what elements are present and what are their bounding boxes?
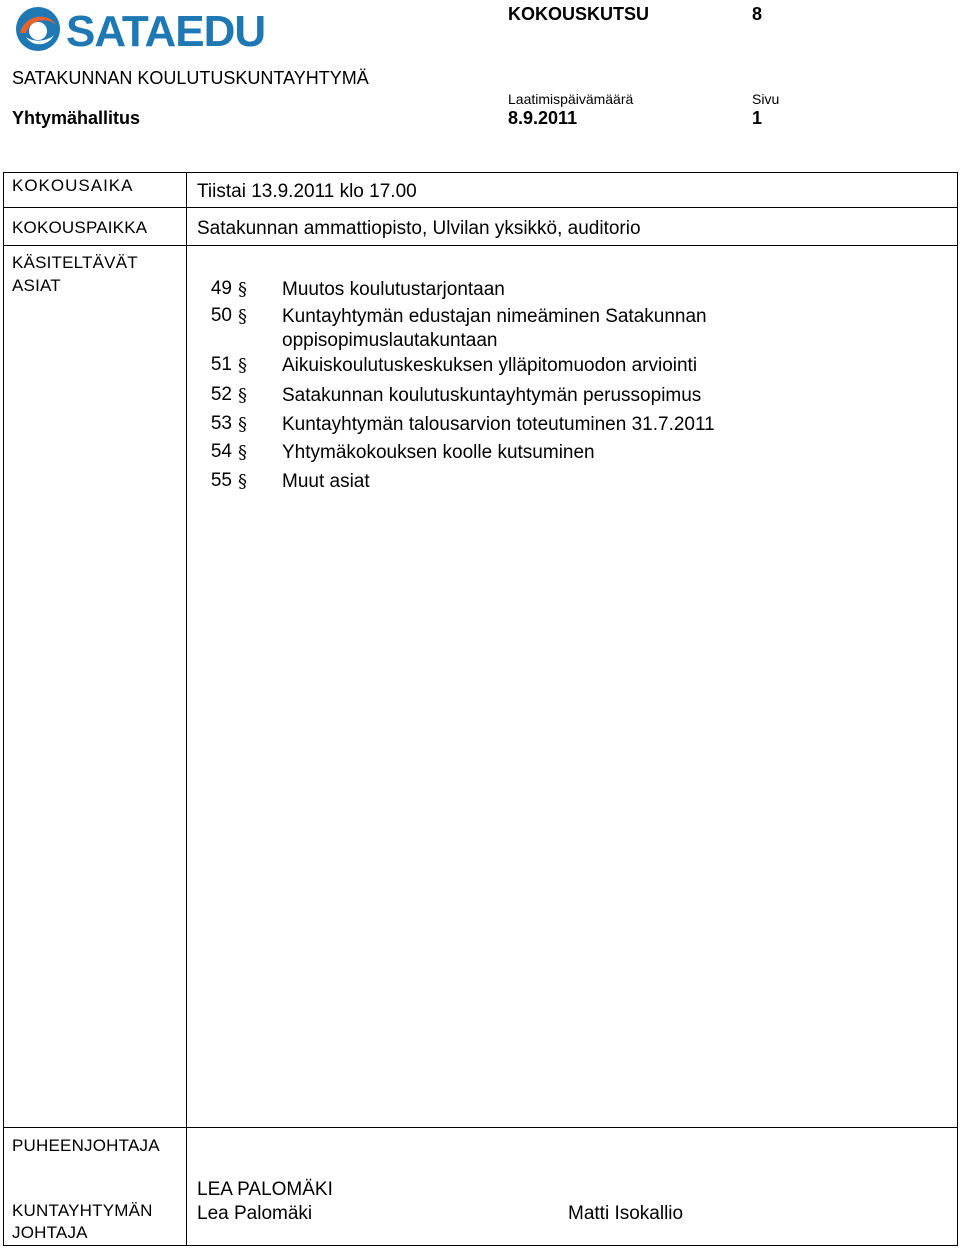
agenda-item-title: Satakunnan koulutuskuntayhtymän perussopimus xyxy=(282,385,702,406)
page-label: Sivu xyxy=(752,91,780,107)
logo-wordmark: SATAEDU xyxy=(66,7,266,56)
director-label-line2: JOHTAJA xyxy=(12,1223,88,1242)
agenda-item-title: Kuntayhtymän talousarvion toteutuminen 31.7.2011 xyxy=(282,414,715,435)
row-divider xyxy=(3,1127,958,1128)
agenda-item-number: 49 xyxy=(210,278,232,299)
section-symbol: § xyxy=(238,306,247,327)
agenda-item-title: Muut asiat xyxy=(282,471,370,492)
agenda-item-title: Muutos koulutustarjontaan xyxy=(282,279,505,300)
agenda-item-title: Kuntayhtymän edustajan nimeäminen Satakunnan oppisopimuslautakuntaan xyxy=(282,306,707,351)
date-label: Laatimispäivämäärä xyxy=(508,91,634,107)
director-label-line1: KUNTAYHTYMÄN xyxy=(12,1201,153,1220)
page-value: 1 xyxy=(752,108,763,128)
agenda-label-line2: ASIAT xyxy=(12,276,61,295)
agenda-item-number: 55 xyxy=(210,470,232,491)
date-value: 8.9.2011 xyxy=(508,108,578,128)
agenda-item-number: 51 xyxy=(210,354,232,375)
section-symbol: § xyxy=(238,414,247,435)
agenda-item-number: 54 xyxy=(210,441,232,462)
agenda-item-number: 53 xyxy=(210,413,232,434)
agenda-label-line1: KÄSITELTÄVÄT xyxy=(12,253,138,272)
section-symbol: § xyxy=(238,471,247,492)
chair-name: Lea Palomäki xyxy=(197,1203,313,1224)
section-symbol: § xyxy=(238,355,247,376)
chair-label: PUHEENJOHTAJA xyxy=(12,1136,160,1155)
meeting-place-label: KOKOUSPAIKKA xyxy=(12,218,148,237)
agenda-item-title: Yhtymäkokouksen koolle kutsuminen xyxy=(282,442,595,463)
section-symbol: § xyxy=(238,442,247,463)
section-symbol: § xyxy=(238,279,247,300)
director-name: Matti Isokallio xyxy=(568,1203,684,1224)
governing-body: Yhtymähallitus xyxy=(12,108,141,128)
meeting-place-value: Satakunnan ammattiopisto, Ulvilan yksikkö, auditorio xyxy=(197,218,641,239)
column-divider xyxy=(186,172,187,1246)
sataedu-logo xyxy=(12,3,266,59)
document-type: KOKOUSKUTSU xyxy=(508,4,650,24)
agenda-item-title: Aikuiskoulutuskeskuksen ylläpitomuodon arviointi xyxy=(282,355,698,376)
section-symbol: § xyxy=(238,385,247,406)
row-divider xyxy=(3,245,958,246)
organization-name: SATAKUNNAN KOULUTUSKUNTAYHTYMÄ xyxy=(12,68,369,88)
meeting-time-label: KOKOUSAIKA xyxy=(12,176,134,195)
row-divider xyxy=(3,207,958,208)
agenda-item-number: 50 xyxy=(210,305,232,326)
meeting-time-value: Tiistai 13.9.2011 klo 17.00 xyxy=(197,181,417,202)
agenda-item-number: 52 xyxy=(210,384,232,405)
document-number: 8 xyxy=(752,4,763,24)
chair-name-caps: LEA PALOMÄKI xyxy=(197,1179,333,1200)
